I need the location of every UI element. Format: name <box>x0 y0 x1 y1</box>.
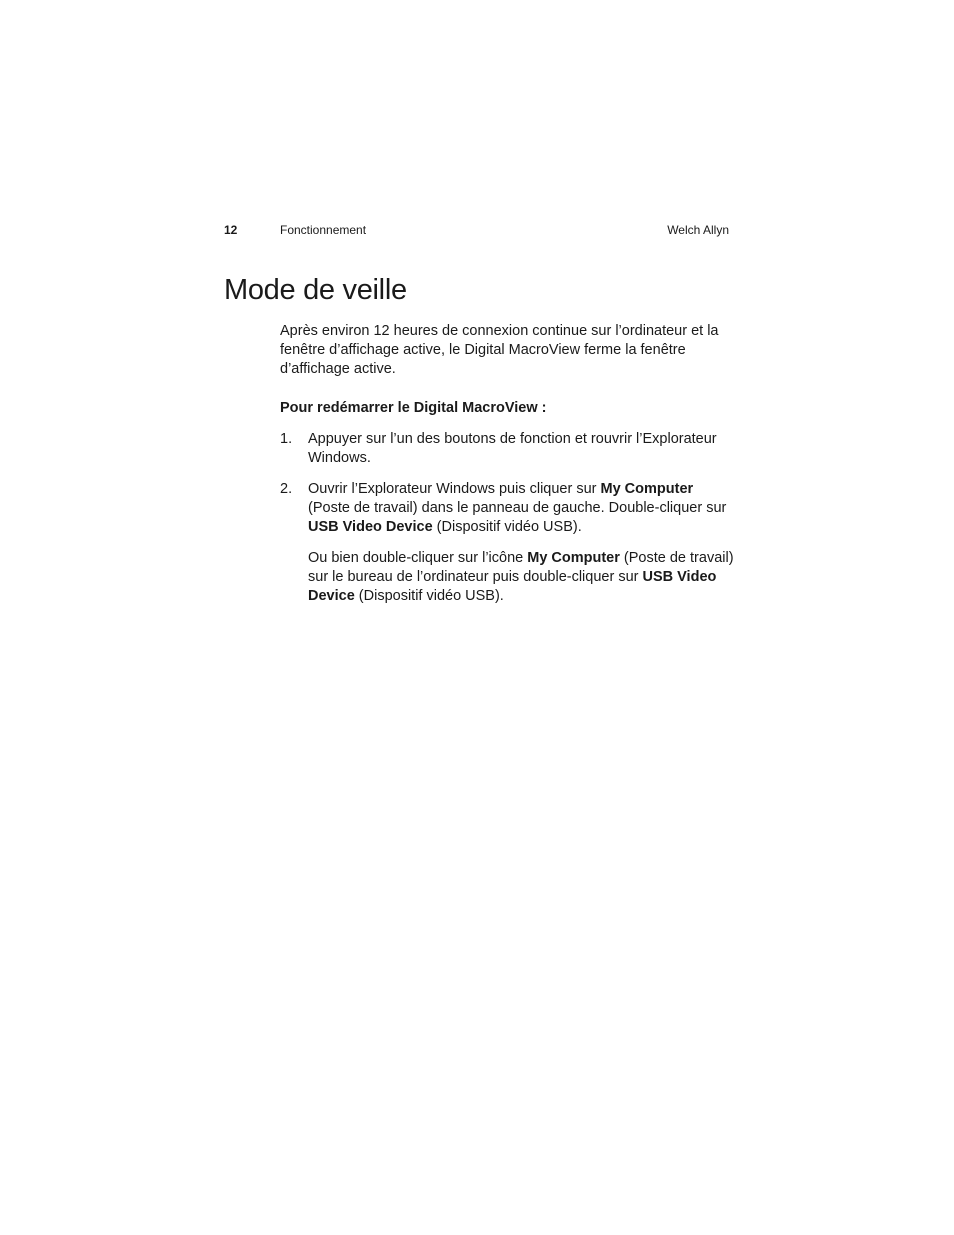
step-text-part: Ouvrir l’Explorateur Windows puis cliquer sur <box>308 481 601 497</box>
ui-term-my-computer: My Computer <box>527 550 620 566</box>
step-text-part: (Dispositif vidéo USB). <box>432 519 582 535</box>
section-name: Fonctionnement <box>280 223 367 237</box>
step-text <box>308 480 735 537</box>
step-text-part: (Dispositif vidéo USB). <box>354 588 504 604</box>
step-number: 1. <box>280 431 293 447</box>
ui-term-usb-video-device: USB Video Device <box>308 519 433 535</box>
step-text-part: (Poste de travail) dans le panneau de gauche. Double-cliquer sur <box>308 500 727 516</box>
brand-name: Welch Allyn <box>667 223 729 237</box>
step-number: 2. <box>280 481 293 497</box>
procedure-heading: Pour redémarrer le Digital MacroView : <box>280 400 547 416</box>
intro-paragraph: Après environ 12 heures de connexion continue sur l’ordinateur et la fenêtre d’affichage active, le Digital MacroView ferme la fenêtre d’affichage active. <box>280 323 719 377</box>
step-1 <box>280 430 735 468</box>
ui-term-my-computer: My Computer <box>600 481 694 497</box>
page-number: 12 <box>224 223 238 237</box>
page-header <box>224 221 729 239</box>
main-content <box>280 322 735 618</box>
steps-list <box>280 430 735 606</box>
step-text: Appuyer sur l’un des boutons de fonction et rouvrir l’Explorateur Windows. <box>308 431 717 466</box>
step-2 <box>280 480 735 606</box>
ui-term-usb-video-device: USB Video Device <box>308 569 717 604</box>
step-alternative-text <box>308 549 735 606</box>
step-text-part: Ou bien double-cliquer sur l’icône <box>308 550 528 566</box>
step-text-part: (Poste de travail) sur le bureau de l’ordinateur puis double-cliquer sur <box>308 550 734 585</box>
page-title: Mode de veille <box>224 274 407 306</box>
